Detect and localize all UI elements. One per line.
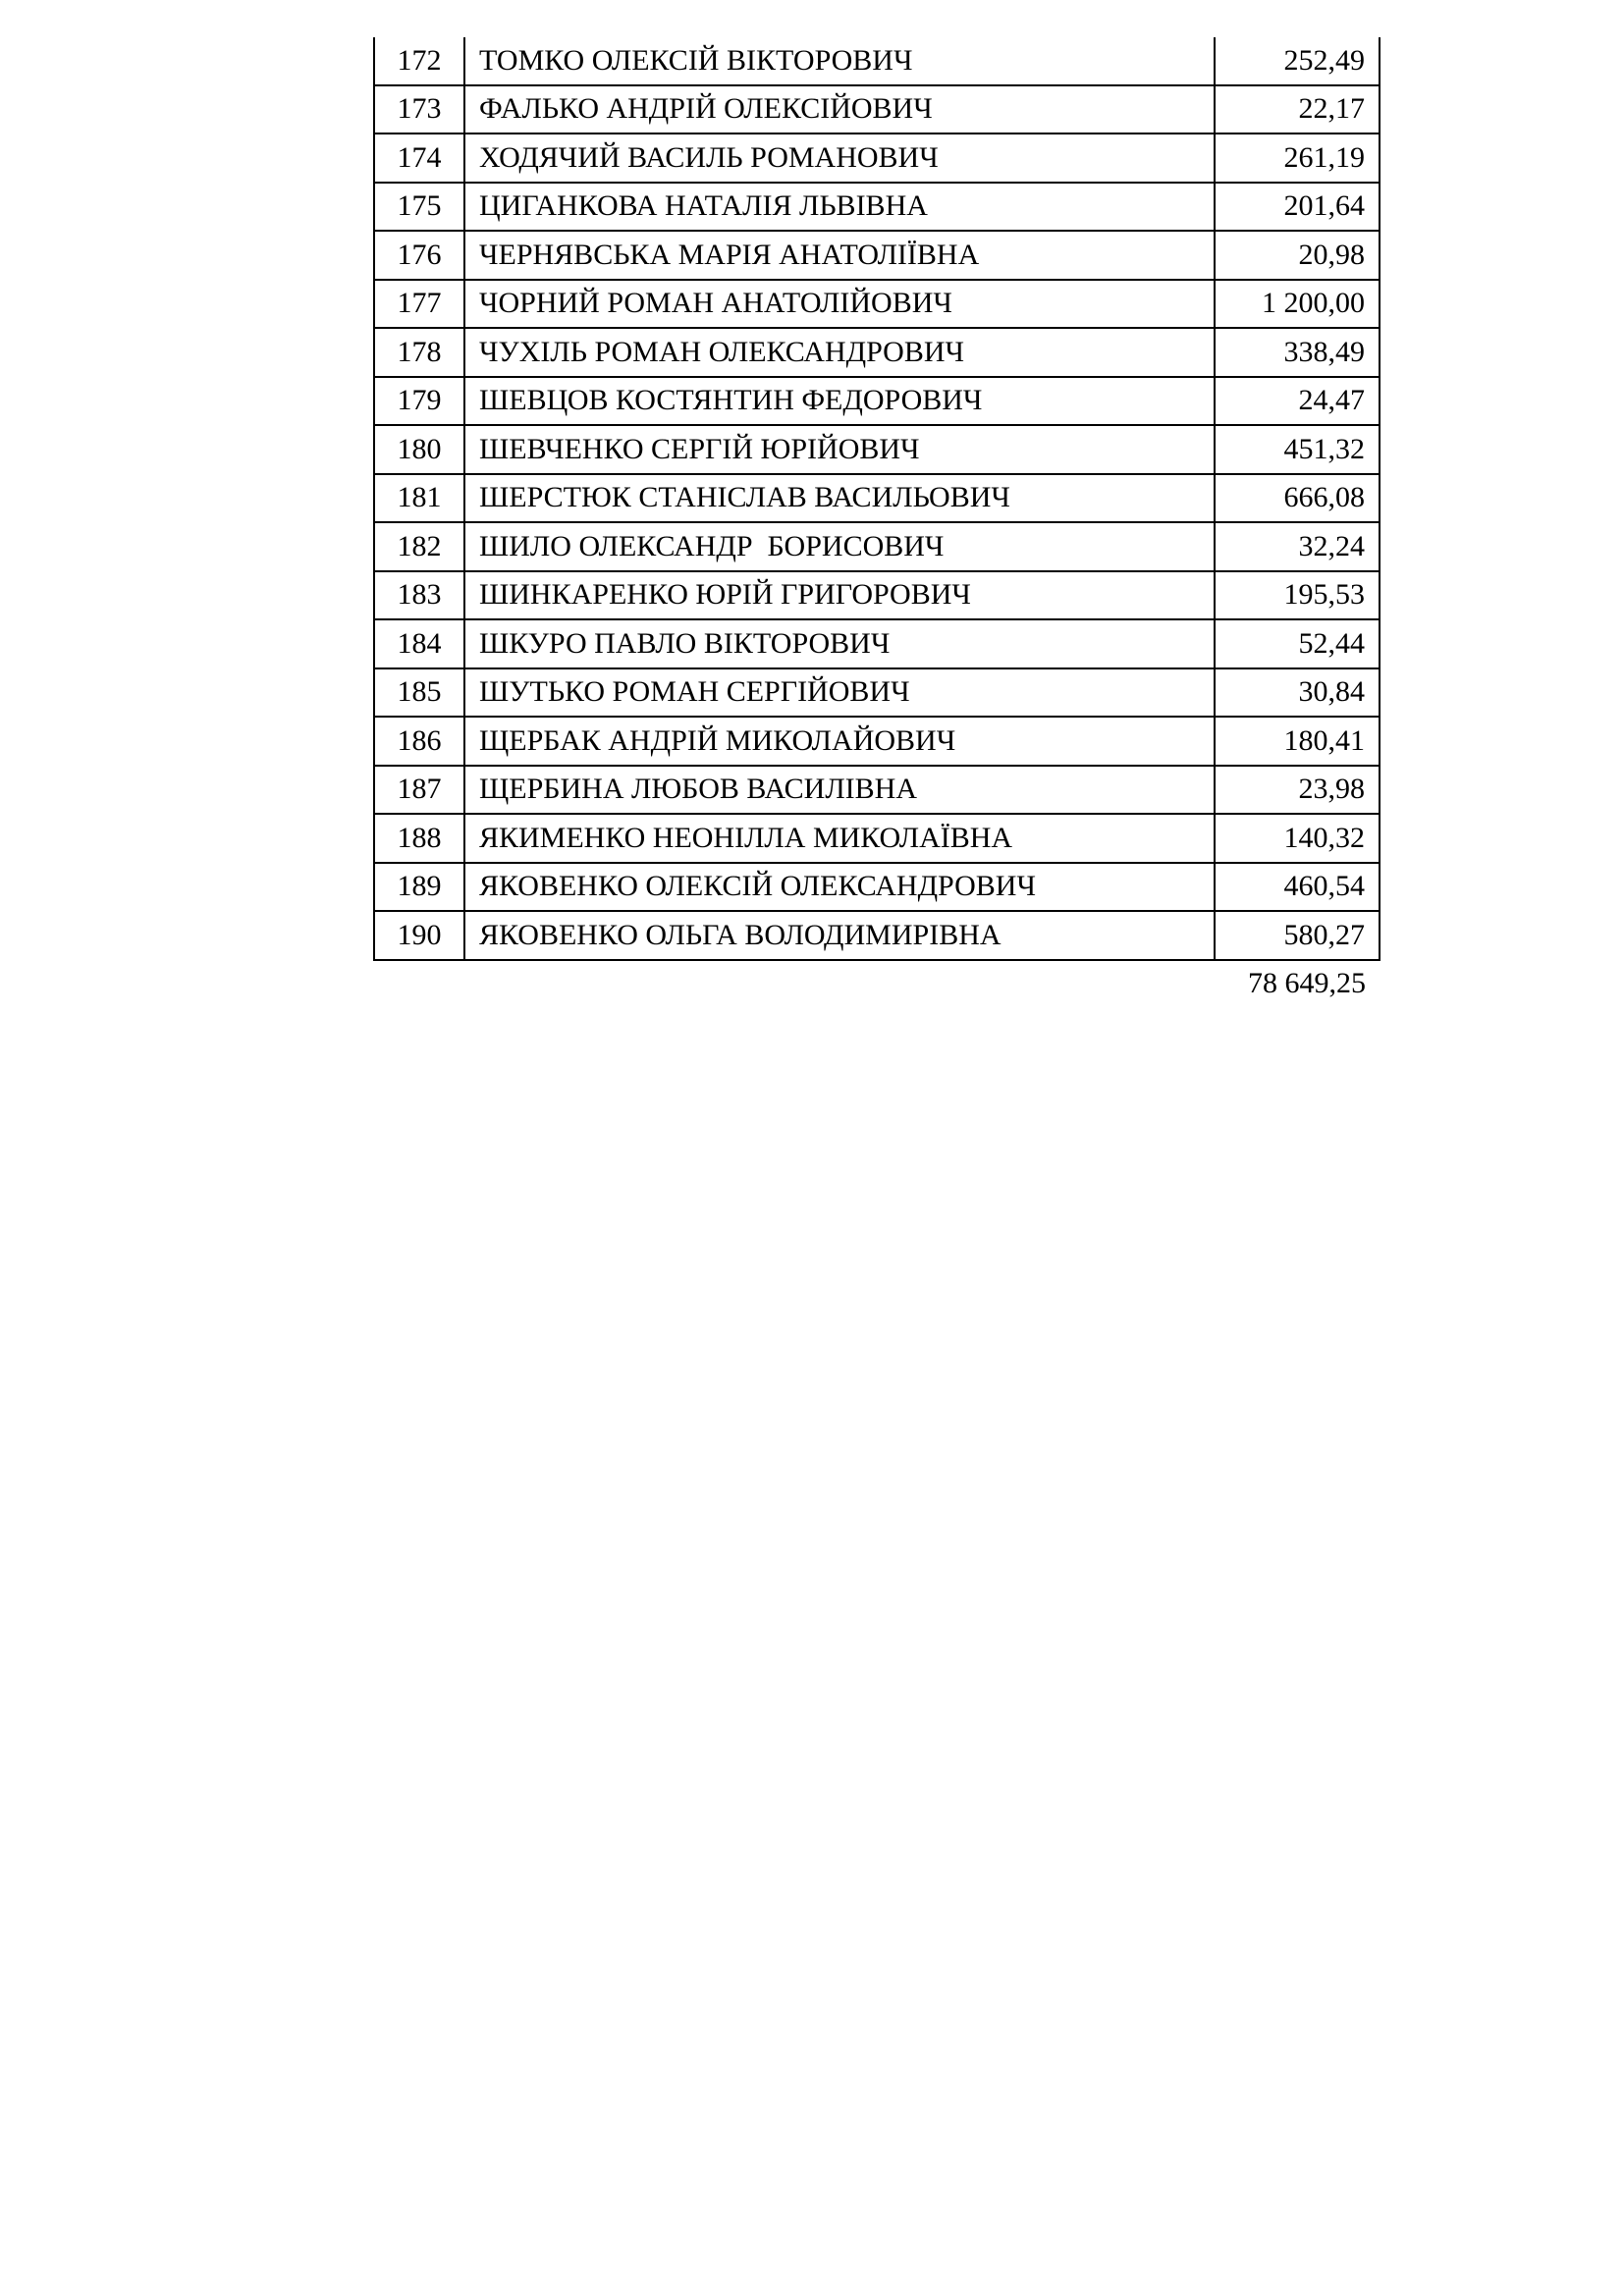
person-name: ШУТЬКО РОМАН СЕРГІЙОВИЧ <box>464 668 1215 718</box>
amount: 32,24 <box>1215 522 1380 571</box>
person-name: ШКУРО ПАВЛО ВІКТОРОВИЧ <box>464 619 1215 668</box>
table-row <box>374 231 1380 280</box>
total-row <box>374 960 1380 1006</box>
total-amount: 78 649,25 <box>1248 966 1366 999</box>
amount: 140,32 <box>1215 814 1380 863</box>
row-number: 172 <box>374 37 464 85</box>
amount: 24,47 <box>1215 377 1380 426</box>
amount: 1 200,00 <box>1215 280 1380 329</box>
row-number: 188 <box>374 814 464 863</box>
table-row <box>374 474 1380 523</box>
table-row <box>374 668 1380 718</box>
row-number: 178 <box>374 328 464 377</box>
person-name: ШИЛО ОЛЕКСАНДР БОРИСОВИЧ <box>464 522 1215 571</box>
payments-table-body <box>374 37 1380 1006</box>
amount: 252,49 <box>1215 37 1380 85</box>
row-number: 181 <box>374 474 464 523</box>
person-name: ЩЕРБАК АНДРІЙ МИКОЛАЙОВИЧ <box>464 717 1215 766</box>
row-number: 176 <box>374 231 464 280</box>
table-row <box>374 766 1380 815</box>
table-row <box>374 717 1380 766</box>
table-row <box>374 133 1380 183</box>
row-number: 173 <box>374 85 464 134</box>
table-row <box>374 280 1380 329</box>
person-name: ЧУХІЛЬ РОМАН ОЛЕКСАНДРОВИЧ <box>464 328 1215 377</box>
row-number: 186 <box>374 717 464 766</box>
person-name: ЯКОВЕНКО ОЛЬГА ВОЛОДИМИРІВНА <box>464 911 1215 960</box>
person-name: ЯКОВЕНКО ОЛЕКСІЙ ОЛЕКСАНДРОВИЧ <box>464 863 1215 912</box>
person-name: ШИНКАРЕНКО ЮРІЙ ГРИГОРОВИЧ <box>464 571 1215 620</box>
amount: 180,41 <box>1215 717 1380 766</box>
table-row <box>374 522 1380 571</box>
row-number: 180 <box>374 425 464 474</box>
row-number: 183 <box>374 571 464 620</box>
amount: 20,98 <box>1215 231 1380 280</box>
amount: 52,44 <box>1215 619 1380 668</box>
person-name: ЯКИМЕНКО НЕОНІЛЛА МИКОЛАЇВНА <box>464 814 1215 863</box>
row-number: 190 <box>374 911 464 960</box>
person-name: ЩЕРБИНА ЛЮБОВ ВАСИЛІВНА <box>464 766 1215 815</box>
person-name: ТОМКО ОЛЕКСІЙ ВІКТОРОВИЧ <box>464 37 1215 85</box>
table-row <box>374 911 1380 960</box>
amount: 30,84 <box>1215 668 1380 718</box>
amount: 195,53 <box>1215 571 1380 620</box>
total-spacer-name <box>464 960 1215 1006</box>
payments-table <box>373 37 1380 1006</box>
table-row <box>374 377 1380 426</box>
person-name: ЧЕРНЯВСЬКА МАРІЯ АНАТОЛІЇВНА <box>464 231 1215 280</box>
table-row <box>374 85 1380 134</box>
person-name: ФАЛЬКО АНДРІЙ ОЛЕКСІЙОВИЧ <box>464 85 1215 134</box>
person-name: ШЕВЧЕНКО СЕРГІЙ ЮРІЙОВИЧ <box>464 425 1215 474</box>
person-name: ШЕРСТЮК СТАНІСЛАВ ВАСИЛЬОВИЧ <box>464 474 1215 523</box>
table-row <box>374 328 1380 377</box>
person-name: ХОДЯЧИЙ ВАСИЛЬ РОМАНОВИЧ <box>464 133 1215 183</box>
person-name: ШЕВЦОВ КОСТЯНТИН ФЕДОРОВИЧ <box>464 377 1215 426</box>
table-row <box>374 183 1380 232</box>
amount: 261,19 <box>1215 133 1380 183</box>
table-row <box>374 425 1380 474</box>
table-row <box>374 619 1380 668</box>
table-row <box>374 814 1380 863</box>
table-row <box>374 571 1380 620</box>
amount: 460,54 <box>1215 863 1380 912</box>
row-number: 185 <box>374 668 464 718</box>
amount: 666,08 <box>1215 474 1380 523</box>
row-number: 182 <box>374 522 464 571</box>
row-number: 177 <box>374 280 464 329</box>
amount: 23,98 <box>1215 766 1380 815</box>
amount: 451,32 <box>1215 425 1380 474</box>
row-number: 179 <box>374 377 464 426</box>
table-row <box>374 37 1380 85</box>
person-name: ЦИГАНКОВА НАТАЛІЯ ЛЬВІВНА <box>464 183 1215 232</box>
amount: 338,49 <box>1215 328 1380 377</box>
row-number: 189 <box>374 863 464 912</box>
amount: 201,64 <box>1215 183 1380 232</box>
amount: 580,27 <box>1215 911 1380 960</box>
row-number: 184 <box>374 619 464 668</box>
row-number: 187 <box>374 766 464 815</box>
amount: 22,17 <box>1215 85 1380 134</box>
person-name: ЧОРНИЙ РОМАН АНАТОЛІЙОВИЧ <box>464 280 1215 329</box>
row-number: 175 <box>374 183 464 232</box>
row-number: 174 <box>374 133 464 183</box>
table-row <box>374 863 1380 912</box>
total-spacer-num <box>374 960 464 1006</box>
